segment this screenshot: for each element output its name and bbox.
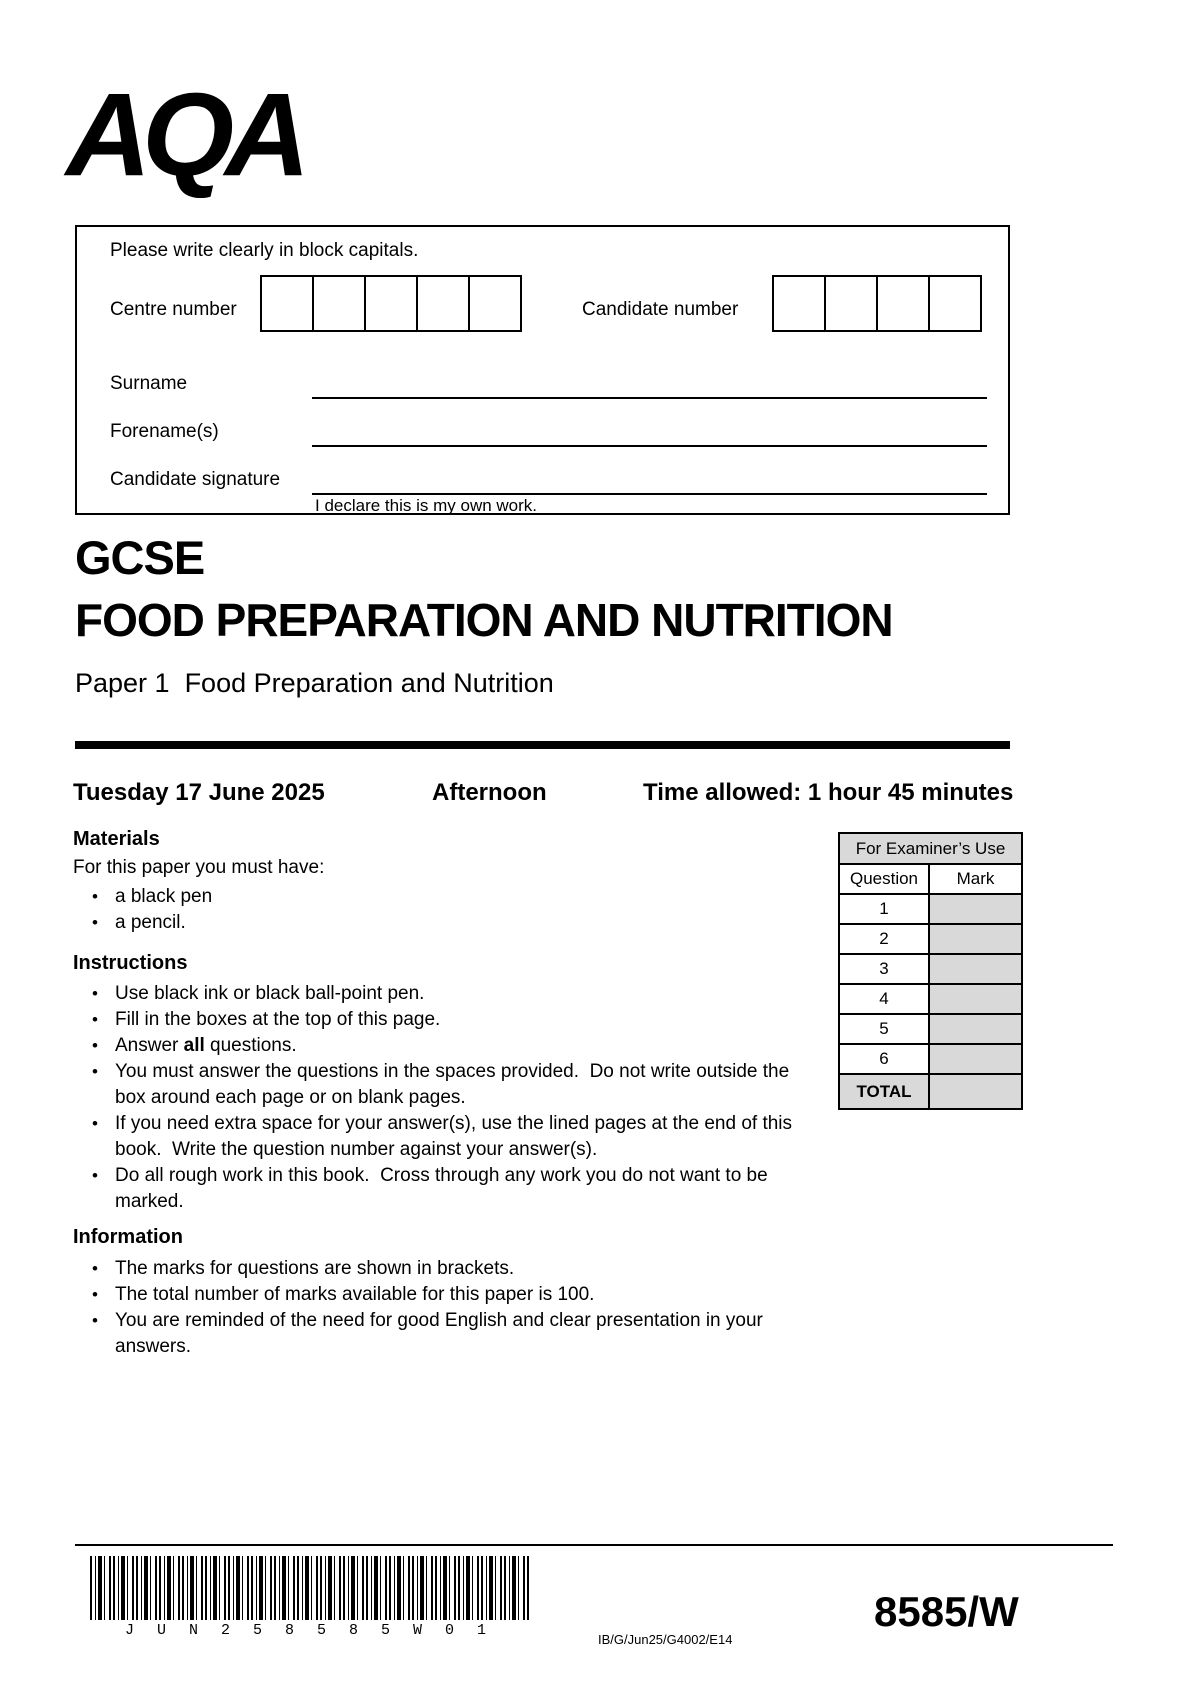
mark-column-header: Mark [929,864,1022,894]
exam-session: Afternoon [432,779,547,806]
mark-cell [929,954,1022,984]
qualification-title: GCSE [75,531,205,584]
barcode-bars-icon [90,1556,532,1620]
instructions-list [92,981,816,1215]
centre-number-cell[interactable] [468,275,522,332]
declaration-text: I declare this is my own work. [315,496,538,515]
signature-label: Candidate signature [110,469,281,490]
forenames-field[interactable] [312,445,987,447]
mark-cell [929,894,1022,924]
question-number-cell: 1 [839,894,929,924]
instruction-text-pre: Answer [115,1035,184,1056]
instruction-text: Do all rough work in this book. Cross through any work you do not want to be marked. [115,1165,773,1212]
instruction-text-bold: all [183,1035,205,1056]
instruction-item [92,1033,816,1059]
barcode [90,1556,532,1639]
centre-number-cell[interactable] [364,275,418,332]
block-capitals-instruction: Please write clearly in block capitals. [110,240,419,261]
bullet-icon: • [92,1114,98,1133]
footer-reference: IB/G/Jun25/G4002/E14 [598,1632,733,1647]
question-number-cell: 4 [839,984,929,1014]
materials-item [92,884,816,910]
total-label-cell: TOTAL [839,1074,929,1109]
time-allowed: Time allowed: 1 hour 45 minutes [643,779,1014,806]
materials-item [92,910,816,936]
candidate-number-cell[interactable] [928,275,982,332]
materials-item-text: a pencil. [115,912,186,933]
instruction-item [92,981,816,1007]
centre-number-label: Centre number [110,299,237,320]
candidate-number-label: Candidate number [582,299,739,320]
information-list [92,1256,816,1360]
bullet-icon: • [92,887,98,906]
examiner-use-table [838,832,1023,1110]
instruction-text [115,1033,297,1059]
footer-rule [75,1544,1113,1546]
instruction-text: You must answer the questions in the spaces provided. Do not write outside the box around each page or on blank pages. [115,1061,795,1108]
instruction-item [92,1111,816,1163]
instruction-text: Use black ink or black ball-point pen. [115,983,425,1004]
centre-number-input [260,275,522,332]
question-number-cell: 2 [839,924,929,954]
bullet-icon: • [92,1166,98,1185]
signature-field[interactable] [312,493,987,495]
bullet-icon: • [92,1062,98,1081]
bullet-icon: • [92,984,98,1003]
bullet-icon: • [92,1259,98,1278]
question-number-cell: 5 [839,1014,929,1044]
candidate-details-box [75,225,1010,515]
materials-intro: For this paper you must have: [73,857,325,878]
instruction-item [92,1163,816,1215]
candidate-number-cell[interactable] [876,275,930,332]
exam-date: Tuesday 17 June 2025 [73,779,325,806]
mark-cell [929,924,1022,954]
centre-number-cell[interactable] [260,275,314,332]
question-number-cell: 3 [839,954,929,984]
materials-item-text: a black pen [115,886,213,907]
examiner-table-title: For Examiner’s Use [839,833,1022,864]
title-rule [75,741,1010,749]
instruction-item [92,1007,816,1033]
information-heading: Information [73,1226,183,1248]
materials-heading: Materials [73,828,160,850]
instruction-text-post: questions. [204,1035,297,1056]
bullet-icon: • [92,1285,98,1304]
mark-cell [929,1044,1022,1074]
aqa-logo: AQA [66,69,302,201]
information-text: The marks for questions are shown in brackets. [115,1258,515,1279]
information-text: The total number of marks available for this paper is 100. [115,1284,595,1305]
forenames-label: Forename(s) [110,421,219,442]
information-text: You are reminded of the need for good English and clear presentation in your answers. [115,1310,769,1357]
candidate-number-input [772,275,982,332]
instruction-text: If you need extra space for your answer(s), use the lined pages at the end of this book. Write the question number against your answer(s). [115,1113,798,1160]
instruction-text: Fill in the boxes at the top of this page. [115,1009,441,1030]
mark-cell [929,984,1022,1014]
paper-code: 8585/W [874,1588,1019,1635]
materials-list [92,884,816,936]
information-item [92,1282,816,1308]
question-column-header: Question [839,864,929,894]
surname-label: Surname [110,373,188,394]
instructions-heading: Instructions [73,952,188,974]
paper-title: Paper 1 Food Preparation and Nutrition [75,668,554,698]
bullet-icon: • [92,913,98,932]
information-item [92,1308,816,1360]
question-number-cell: 6 [839,1044,929,1074]
mark-cell [929,1014,1022,1044]
centre-number-cell[interactable] [416,275,470,332]
barcode-text: JUN258585W01 [124,1622,510,1639]
instruction-item [92,1059,816,1111]
candidate-number-cell[interactable] [824,275,878,332]
information-item [92,1256,816,1282]
surname-field[interactable] [312,397,987,399]
centre-number-cell[interactable] [312,275,366,332]
bullet-icon: • [92,1311,98,1330]
candidate-number-cell[interactable] [772,275,826,332]
bullet-icon: • [92,1036,98,1055]
total-mark-cell [929,1074,1022,1109]
bullet-icon: • [92,1010,98,1029]
subject-title: FOOD PREPARATION AND NUTRITION [75,594,893,646]
